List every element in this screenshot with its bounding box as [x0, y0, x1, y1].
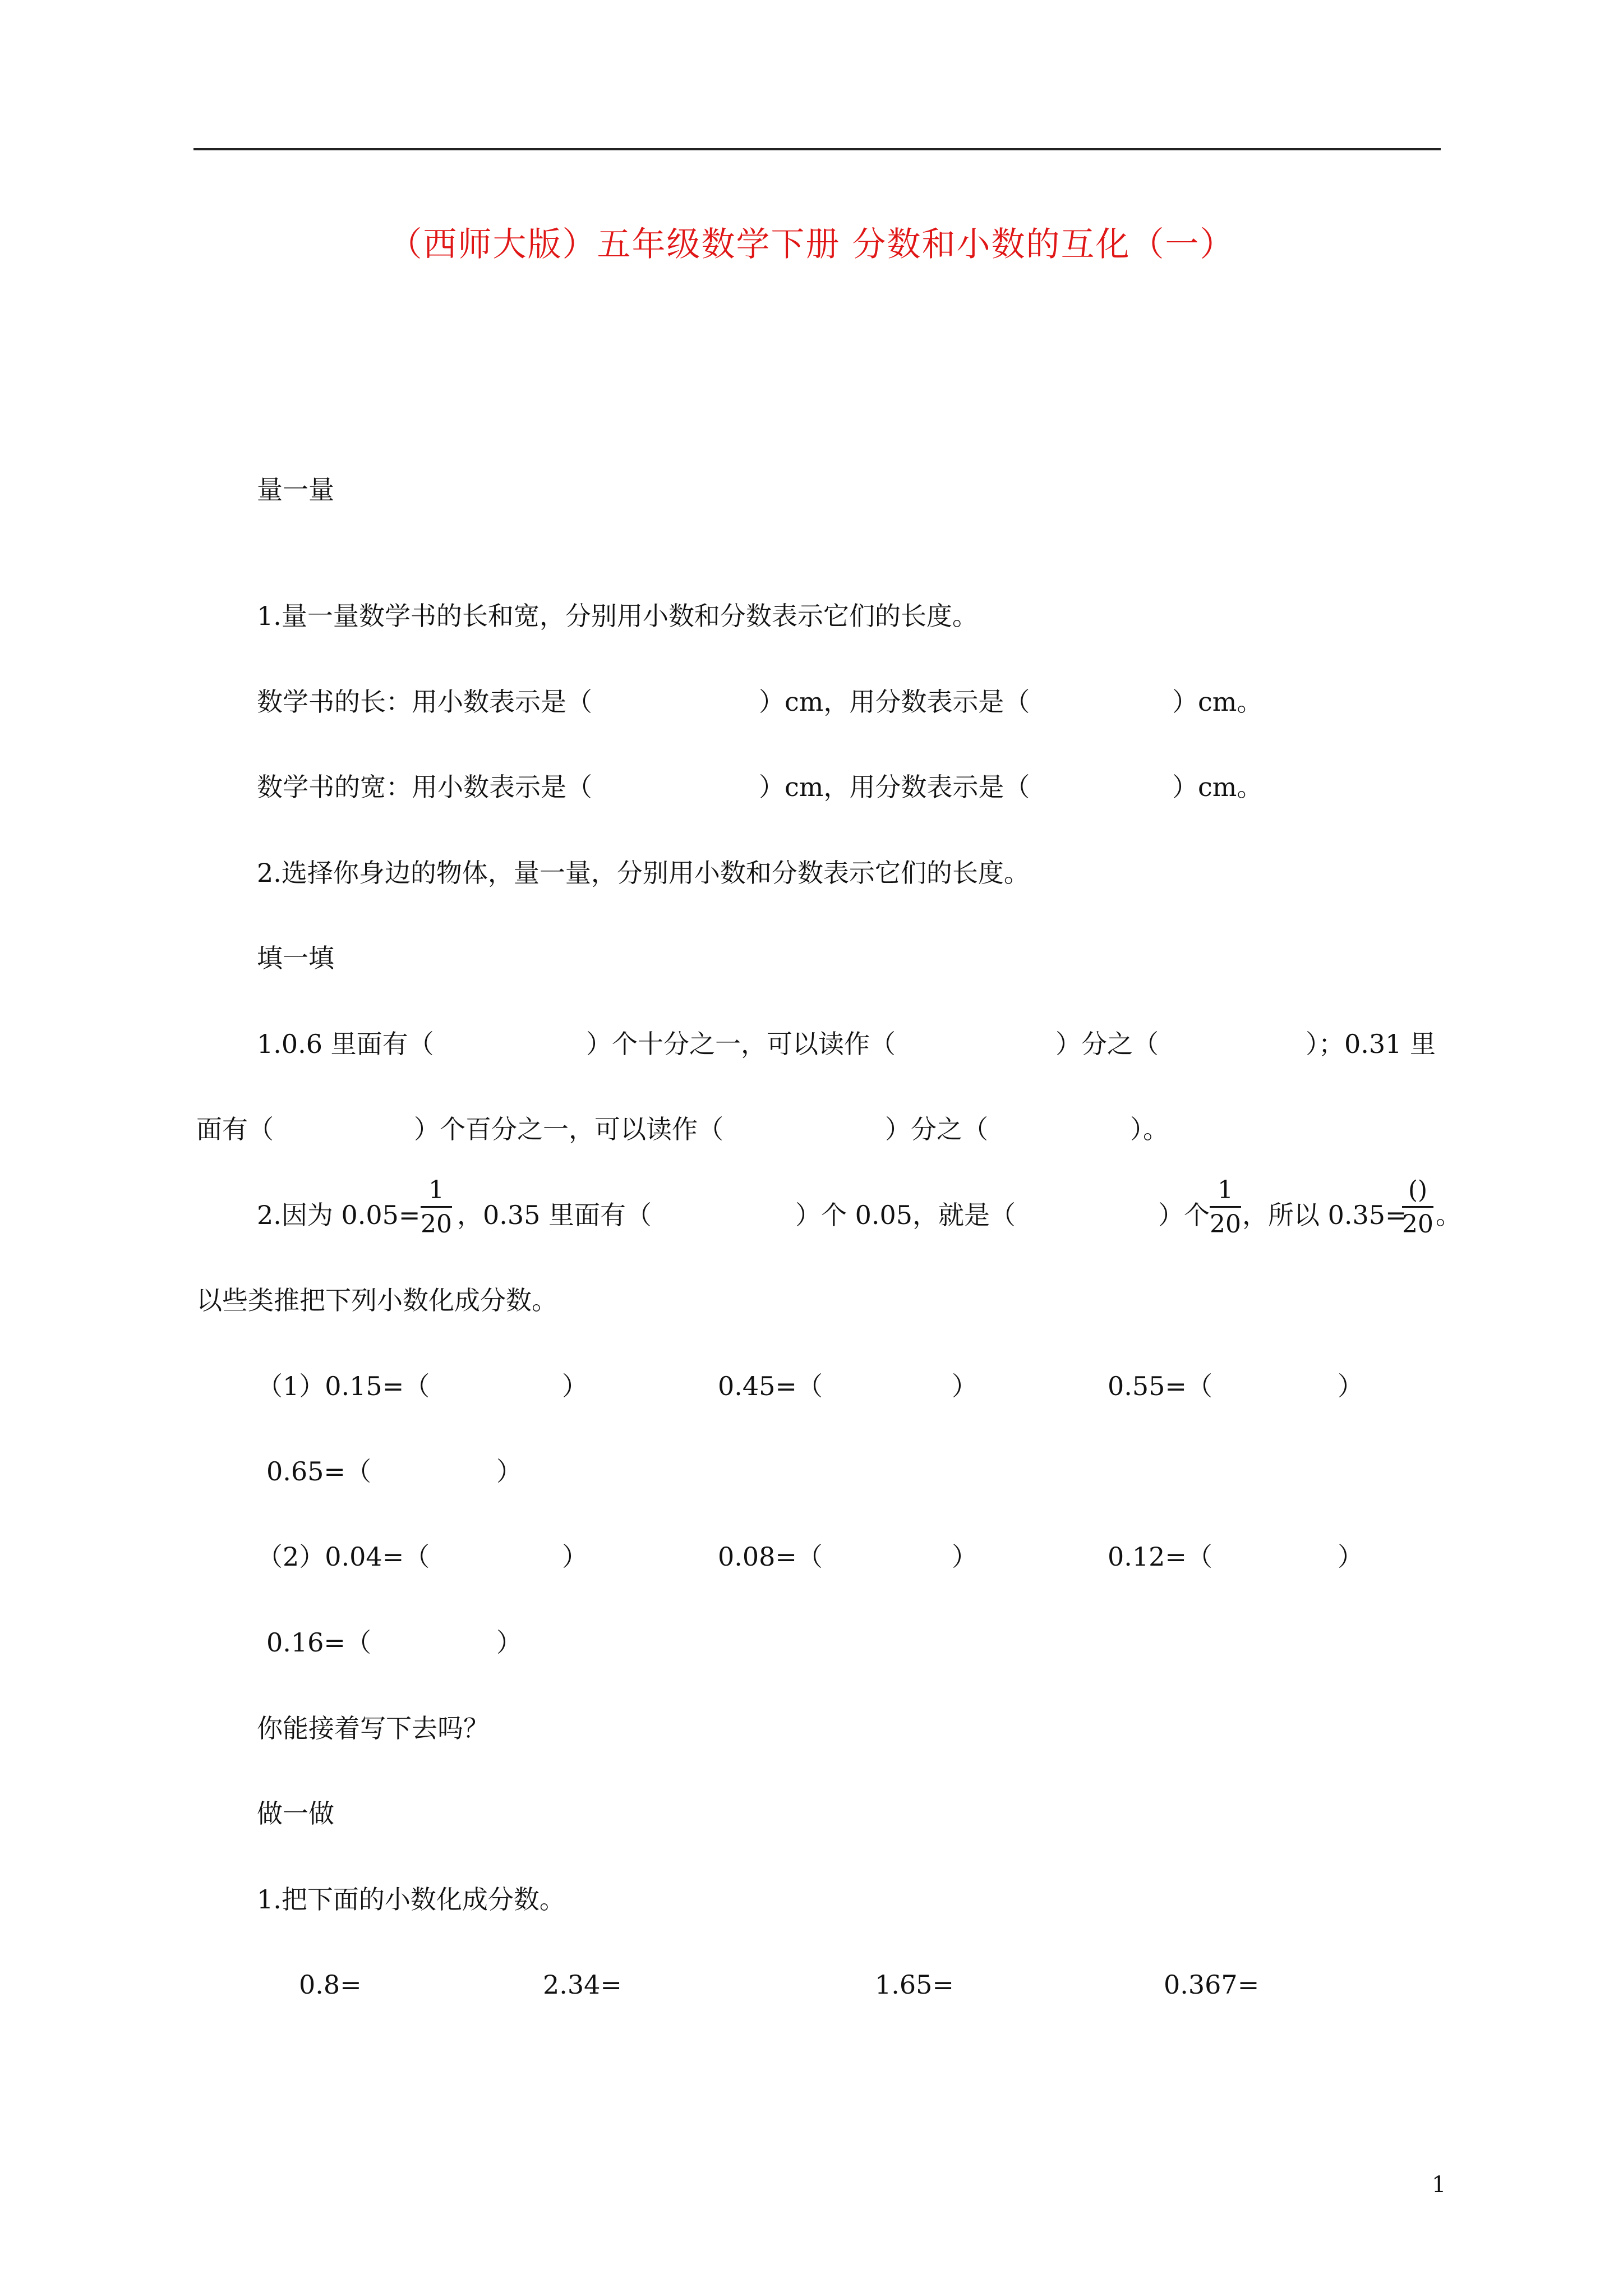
row2-item-d-close: ） — [496, 1627, 522, 1658]
row1-item-b: 0.45=（ — [718, 1371, 823, 1401]
fraction-denominator: 20 — [421, 1210, 452, 1239]
fill-q1-part-f: ）个百分之一，可以读作（ — [414, 1114, 723, 1144]
fraction-blank-20 — [1402, 1178, 1433, 1237]
book-length-line — [257, 689, 592, 715]
convert-item: 2.34= — [543, 1970, 622, 2000]
fraction-1-20-b — [1210, 1178, 1241, 1237]
fraction-numerator: () — [1408, 1176, 1428, 1204]
row1-item-c-close: ） — [1338, 1371, 1363, 1401]
row1-item-a: （1）0.15=（ — [257, 1371, 430, 1401]
row1-item-a-close: ） — [562, 1371, 588, 1401]
book-length-prefix: 数学书的长：用小数表示是（ — [257, 687, 592, 717]
question-2: 2.选择你身边的物体，量一量，分别用小数和分数表示它们的长度。 — [257, 858, 1030, 888]
page-number: 1 — [1432, 2172, 1446, 2198]
convert-item: 0.8= — [299, 1970, 362, 2000]
document-title: （西师大版）五年级数学下册 分数和小数的互化（一） — [388, 225, 1235, 264]
row2-item-b: 0.08=（ — [718, 1542, 823, 1572]
row1-item-b-close: ） — [952, 1371, 978, 1401]
fraction-numerator: 1 — [428, 1176, 444, 1204]
fraction-1-20-a — [421, 1178, 452, 1237]
book-width-suffix: ）cm。 — [1172, 772, 1263, 802]
fill-q2-part-a: 2.因为 0.05= — [257, 1200, 421, 1230]
fill-q2-instruction: 以些类推把下列小数化成分数。 — [196, 1285, 557, 1315]
header-rule — [193, 148, 1441, 150]
continue-prompt: 你能接着写下去吗？ — [257, 1713, 489, 1743]
fill-q2-part-b: ，0.35 里面有（ — [457, 1200, 652, 1230]
row1-item-d: 0.65=（ — [266, 1456, 371, 1487]
fill-q1-part-a: 1.0.6 里面有（ — [257, 1029, 434, 1059]
question-1: 1.量一量数学书的长和宽，分别用小数和分数表示它们的长度。 — [257, 601, 978, 631]
fill-q1-part-e: 面有（ — [196, 1114, 274, 1144]
fill-q2-part-e: ，所以 0.35= — [1242, 1200, 1407, 1230]
row1-item-d-close: ） — [496, 1456, 522, 1487]
fill-q1-part-b: ）个十分之一，可以读作（ — [586, 1029, 896, 1059]
row2-item-b-close: ） — [952, 1542, 978, 1572]
fill-q2-part-f: 。 — [1436, 1200, 1461, 1230]
book-length-suffix: ）cm。 — [1172, 687, 1263, 717]
fraction-numerator: 1 — [1218, 1176, 1233, 1204]
row1-item-c: 0.55=（ — [1108, 1371, 1212, 1401]
do-question-1: 1.把下面的小数化成分数。 — [257, 1884, 565, 1915]
fraction-denominator: 20 — [1210, 1210, 1241, 1239]
row2-item-c-close: ） — [1338, 1542, 1363, 1572]
section-heading-fill: 填一填 — [257, 943, 334, 973]
fill-q1-part-d: ）；0.31 里 — [1306, 1029, 1436, 1059]
section-heading-do: 做一做 — [257, 1798, 334, 1829]
row2-item-a: （2）0.04=（ — [257, 1542, 430, 1572]
convert-item: 1.65= — [875, 1970, 954, 2000]
fill-q1-part-g: ）分之（ — [885, 1114, 988, 1144]
book-width-mid: ）cm，用分数表示是（ — [759, 772, 1030, 802]
row2-item-c: 0.12=（ — [1108, 1542, 1212, 1572]
convert-item: 0.367= — [1164, 1970, 1260, 2000]
fraction-denominator: 20 — [1402, 1210, 1433, 1239]
fill-q1-part-h: ）。 — [1130, 1114, 1169, 1144]
row2-item-a-close: ） — [562, 1542, 588, 1572]
fill-q1-part-c: ）分之（ — [1055, 1029, 1159, 1059]
row2-item-d: 0.16=（ — [266, 1627, 371, 1658]
fill-q2-part-c: ）个 0.05，就是（ — [795, 1200, 1016, 1230]
book-length-mid: ）cm，用分数表示是（ — [759, 687, 1030, 717]
section-heading-measure: 量一量 — [257, 475, 334, 505]
book-width-prefix: 数学书的宽：用小数表示是（ — [257, 772, 592, 802]
fill-q2-part-d: ）个 — [1158, 1200, 1210, 1230]
